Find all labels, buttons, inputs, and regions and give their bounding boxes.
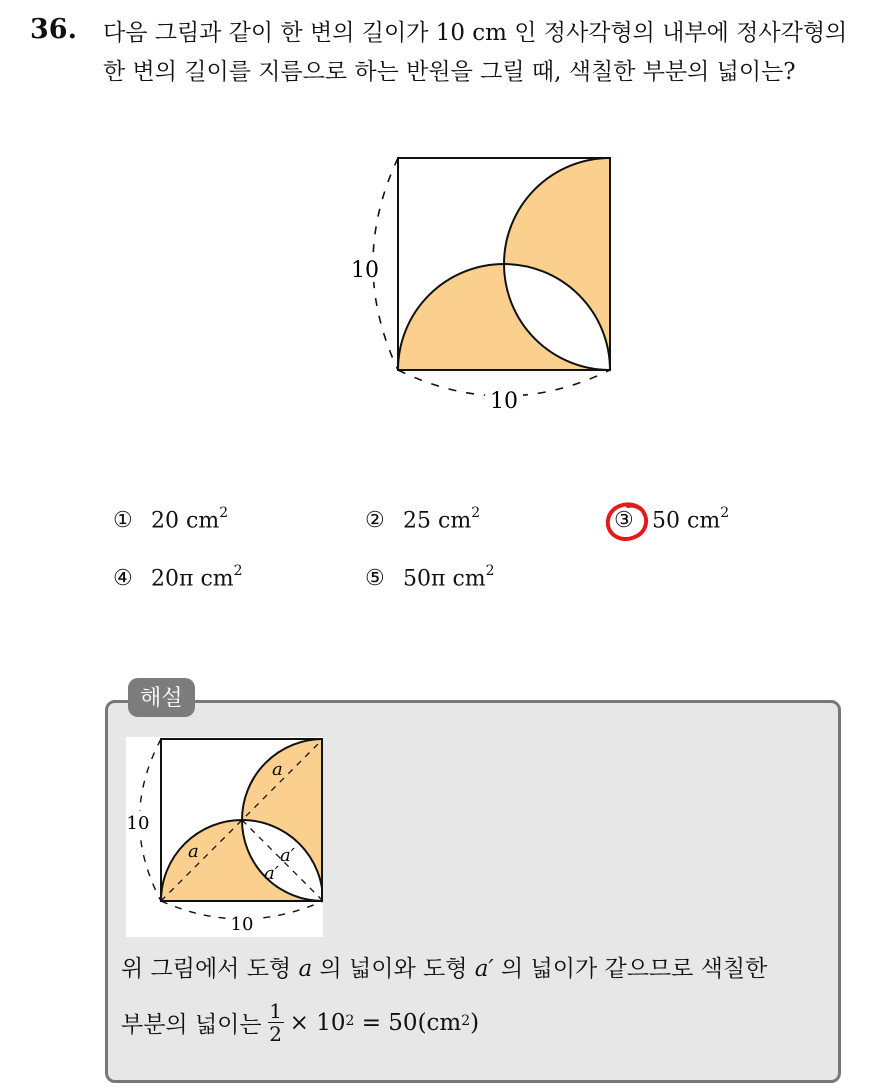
choice-2[interactable]: ② 25 $cm^2$ bbox=[365, 505, 481, 534]
shaded-region-lower bbox=[398, 264, 504, 370]
sol-label-a-lower: a bbox=[188, 841, 199, 862]
answer-circle-mark bbox=[602, 500, 654, 546]
explanation-figure bbox=[126, 737, 323, 937]
question-number: 36. bbox=[30, 14, 77, 45]
sol-bottom-label: 10 bbox=[230, 914, 254, 935]
explanation-tag: 해설 bbox=[128, 678, 195, 717]
side-length-label: 10 bbox=[351, 258, 379, 283]
sol-side-label: 10 bbox=[126, 813, 150, 834]
sol-label-a-prime-lower: a′ bbox=[264, 863, 279, 884]
sol-label-a-upper: a bbox=[272, 759, 283, 780]
sol-label-a-prime-upper: a′ bbox=[280, 845, 295, 866]
choice-3[interactable]: ③ 50 $cm^2$ bbox=[614, 505, 730, 534]
solution-line-1: 위 그림에서 도형 a 의 넓이와 도형 a′ 의 넓이가 같으므로 색칠한 bbox=[121, 956, 768, 982]
choice-1[interactable]: ① 20 $cm^2$ bbox=[113, 505, 229, 534]
solution-line-2: 부분의 넓이는 $\frac{1}{2}$ × 10 $^2$ = 50(cm $^2$ ) bbox=[121, 999, 480, 1046]
fraction: $\frac{1}{2}$ bbox=[269, 999, 282, 1046]
question-text: 다음 그림과 같이 한 변의 길이가 10 cm 인 정사각형의 내부에 정사각형의 한 변의 길이를 지름으로 하는 반원을 그릴 때, 색칠한 부분의 넓이는? bbox=[103, 20, 848, 85]
choice-4[interactable]: ④ 20π $cm^2$ bbox=[113, 563, 243, 592]
choice-5[interactable]: ⑤ 50π $cm^2$ bbox=[365, 563, 495, 592]
bottom-length-label: 10 bbox=[490, 389, 518, 414]
main-figure bbox=[340, 148, 625, 428]
